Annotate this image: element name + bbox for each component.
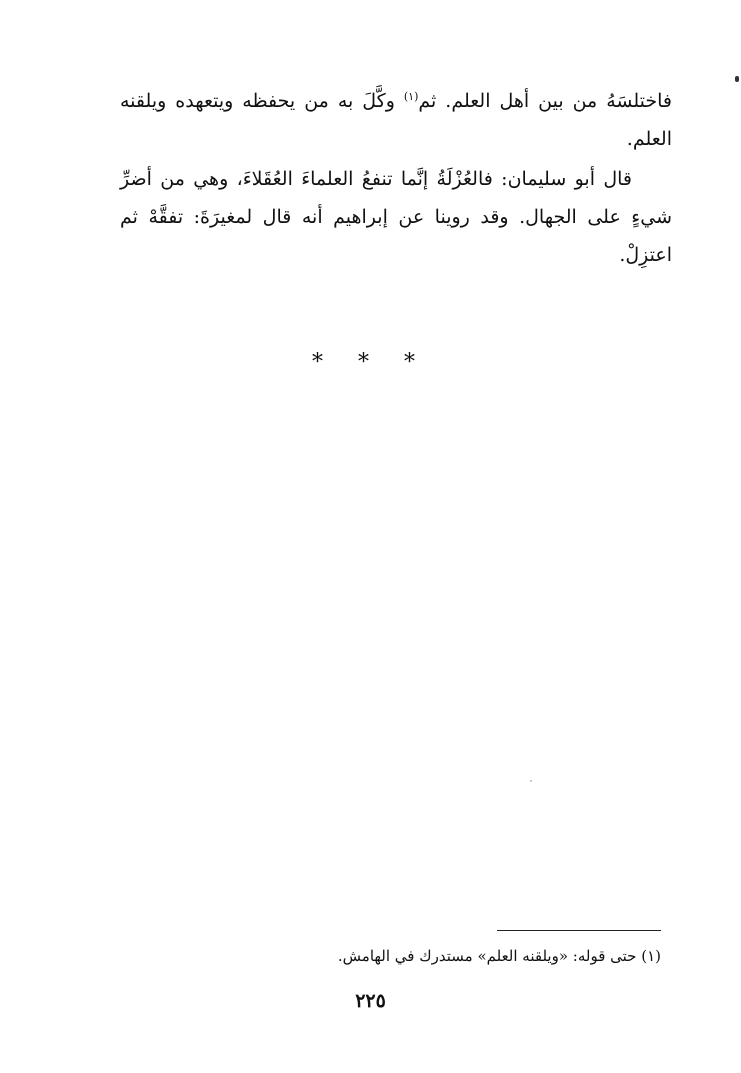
paragraph-1-text-start: فاختلسَهُ من بين أهل العلم. ثم [418,90,672,112]
footnote-reference-mark: (١) [403,90,419,103]
section-divider-asterisks: * * * [312,350,429,375]
paragraph-2: قال أبو سليمان: فالعُزْلَةُ إنَّما تنفعُ العلماءَ العُقَلاءَ، وهي من أضرِّ شيءٍ على الجهال. وقد روينا عن إبراهيم أنه قال لمغيرَةَ: تفقَّهْ ثم اعتزِلْ. [120,168,672,266]
paragraph-1-text-end: وكَّلَ به من يحفظه ويتعهده ويلقنه العلم. [120,90,672,150]
page-number: ٢٢٥ [355,990,386,1012]
scan-speck [530,780,532,782]
footnote: (١) حتى قوله: «ويلقنه العلم» مستدرك في الهامش. [337,947,661,965]
footnote-separator-line [497,930,661,931]
margin-ink-mark [735,76,739,82]
paragraph-1 [120,82,672,158]
main-text-block [120,82,672,274]
